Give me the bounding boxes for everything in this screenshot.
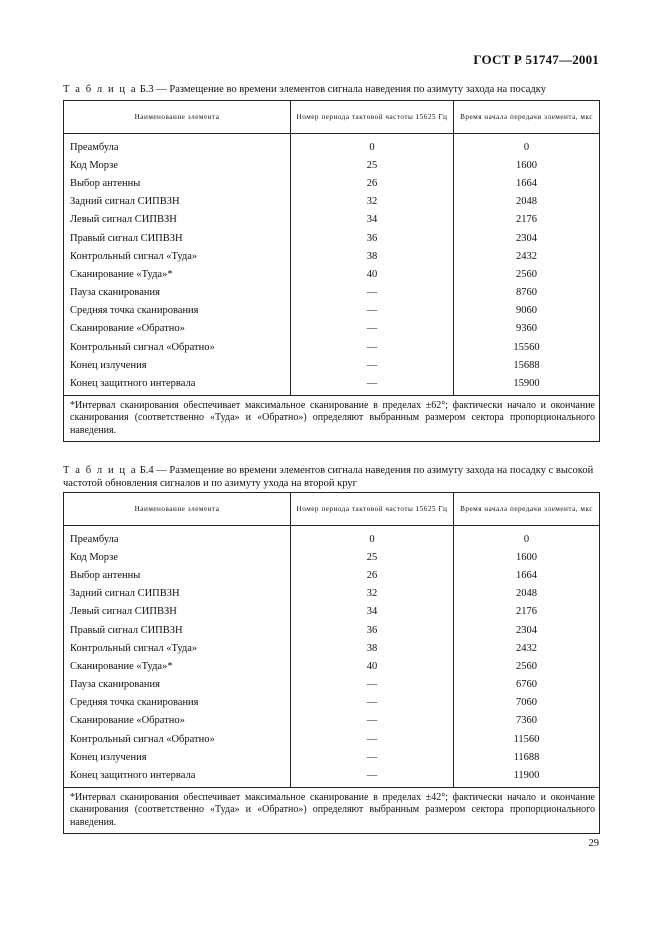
- start-time-cell: 1664: [454, 174, 600, 192]
- table-b3-col-element-name: Наименование элемента: [64, 101, 291, 134]
- table-row: [64, 621, 600, 639]
- start-time-cell: 6760: [454, 676, 600, 694]
- table-b3-note: *Интервал сканирования обеспечивает максимальное сканирование в пределах ±62°; фактически начало и окончание сканирования (соответственно «Туда» и «Обратно») определяют выбранным размером сектора пропорционального наведения.: [64, 395, 600, 442]
- table-b4-note-row: [64, 787, 600, 834]
- period-number-cell: 0: [291, 526, 454, 549]
- element-name-cell: Контрольный сигнал «Обратно»: [64, 730, 291, 748]
- start-time-cell: 2304: [454, 621, 600, 639]
- table-row: [64, 694, 600, 712]
- element-name-cell: Сканирование «Обратно»: [64, 712, 291, 730]
- start-time-cell: 15688: [454, 356, 600, 374]
- start-time-cell: 2560: [454, 265, 600, 283]
- period-number-cell: 25: [291, 548, 454, 566]
- table-row: [64, 374, 600, 395]
- table-row: [64, 247, 600, 265]
- start-time-cell: 2304: [454, 229, 600, 247]
- period-number-cell: 26: [291, 566, 454, 584]
- table-row: [64, 265, 600, 283]
- table-row: [64, 585, 600, 603]
- period-number-cell: —: [291, 284, 454, 302]
- element-name-cell: Конец излучения: [64, 356, 291, 374]
- period-number-cell: 0: [291, 134, 454, 157]
- table-b4-note: *Интервал сканирования обеспечивает максимальное сканирование в пределах ±42°; фактически начало и окончание сканирования (соответственно «Туда» и «Обратно») определяют выбранным размером сектора пропорционального наведения.: [64, 787, 600, 834]
- table-row: [64, 156, 600, 174]
- start-time-cell: 1664: [454, 566, 600, 584]
- table-b4: [63, 492, 600, 834]
- table-b3-note-row: [64, 395, 600, 442]
- table-row: [64, 338, 600, 356]
- period-number-cell: 40: [291, 265, 454, 283]
- period-number-cell: —: [291, 712, 454, 730]
- element-name-cell: Преамбула: [64, 526, 291, 549]
- period-number-cell: 40: [291, 657, 454, 675]
- table-b3: [63, 100, 600, 442]
- table-row: [64, 766, 600, 787]
- period-number-cell: —: [291, 356, 454, 374]
- element-name-cell: Сканирование «Туда»*: [64, 657, 291, 675]
- start-time-cell: 8760: [454, 284, 600, 302]
- element-name-cell: Левый сигнал СИПВЗН: [64, 603, 291, 621]
- element-name-cell: Правый сигнал СИПВЗН: [64, 229, 291, 247]
- table-row: [64, 134, 600, 157]
- table-row: [64, 284, 600, 302]
- period-number-cell: 38: [291, 639, 454, 657]
- table-row: [64, 603, 600, 621]
- element-name-cell: Задний сигнал СИПВЗН: [64, 585, 291, 603]
- start-time-cell: 2176: [454, 603, 600, 621]
- element-name-cell: Средняя точка сканирования: [64, 302, 291, 320]
- period-number-cell: 32: [291, 585, 454, 603]
- period-number-cell: —: [291, 766, 454, 787]
- table-row: [64, 548, 600, 566]
- period-number-cell: —: [291, 676, 454, 694]
- period-number-cell: —: [291, 374, 454, 395]
- element-name-cell: Выбор антенны: [64, 174, 291, 192]
- start-time-cell: 2560: [454, 657, 600, 675]
- period-number-cell: 34: [291, 603, 454, 621]
- period-number-cell: 25: [291, 156, 454, 174]
- table-b3-col-period-number: Номер периода тактовой частоты 15625 Гц: [291, 101, 454, 134]
- period-number-cell: 34: [291, 211, 454, 229]
- start-time-cell: 11688: [454, 748, 600, 766]
- table-row: [64, 229, 600, 247]
- start-time-cell: 2048: [454, 193, 600, 211]
- period-number-cell: —: [291, 730, 454, 748]
- start-time-cell: 7360: [454, 712, 600, 730]
- start-time-cell: 15900: [454, 374, 600, 395]
- table-b3-header-row: [64, 101, 600, 134]
- table-b3-caption-text: Б.3 — Размещение во времени элементов сигнала наведения по азимуту захода на посадку: [137, 84, 546, 95]
- element-name-cell: Код Морзе: [64, 156, 291, 174]
- table-b3-caption-label: Т а б л и ц а: [63, 84, 138, 95]
- start-time-cell: 0: [454, 134, 600, 157]
- period-number-cell: —: [291, 694, 454, 712]
- table-row: [64, 211, 600, 229]
- element-name-cell: Пауза сканирования: [64, 676, 291, 694]
- start-time-cell: 2432: [454, 639, 600, 657]
- table-row: [64, 730, 600, 748]
- period-number-cell: —: [291, 748, 454, 766]
- start-time-cell: 1600: [454, 548, 600, 566]
- element-name-cell: Сканирование «Туда»*: [64, 265, 291, 283]
- table-row: [64, 748, 600, 766]
- start-time-cell: 15560: [454, 338, 600, 356]
- start-time-cell: 2432: [454, 247, 600, 265]
- element-name-cell: Преамбула: [64, 134, 291, 157]
- start-time-cell: 2176: [454, 211, 600, 229]
- table-b3-body: [64, 134, 600, 396]
- start-time-cell: 1600: [454, 156, 600, 174]
- element-name-cell: Правый сигнал СИПВЗН: [64, 621, 291, 639]
- start-time-cell: 9060: [454, 302, 600, 320]
- table-row: [64, 712, 600, 730]
- table-row: [64, 657, 600, 675]
- element-name-cell: Пауза сканирования: [64, 284, 291, 302]
- start-time-cell: 9360: [454, 320, 600, 338]
- table-row: [64, 566, 600, 584]
- table-b4-caption-text: Б.4 — Размещение во времени элементов сигнала наведения по азимуту захода на посадку с высокой частотой обновления сигналов и по азимуту ухода на второй круг: [63, 465, 594, 489]
- table-b4-col-period-number: Номер периода тактовой частоты 15625 Гц: [291, 493, 454, 526]
- period-number-cell: 32: [291, 193, 454, 211]
- table-b4-col-element-name: Наименование элемента: [64, 493, 291, 526]
- document-header: ГОСТ Р 51747—2001: [473, 52, 599, 67]
- table-b4-body: [64, 526, 600, 788]
- element-name-cell: Контрольный сигнал «Туда»: [64, 639, 291, 657]
- element-name-cell: Конец защитного интервала: [64, 374, 291, 395]
- period-number-cell: 36: [291, 621, 454, 639]
- table-b4-caption: [63, 464, 600, 490]
- table-b4-caption-label: Т а б л и ц а: [63, 465, 138, 476]
- element-name-cell: Выбор антенны: [64, 566, 291, 584]
- period-number-cell: 38: [291, 247, 454, 265]
- table-row: [64, 526, 600, 549]
- start-time-cell: 2048: [454, 585, 600, 603]
- element-name-cell: Контрольный сигнал «Туда»: [64, 247, 291, 265]
- start-time-cell: 11560: [454, 730, 600, 748]
- table-row: [64, 676, 600, 694]
- table-b4-col-start-time: Время начала передачи элемента, мкс: [454, 493, 600, 526]
- period-number-cell: 26: [291, 174, 454, 192]
- table-row: [64, 174, 600, 192]
- period-number-cell: 36: [291, 229, 454, 247]
- period-number-cell: —: [291, 320, 454, 338]
- element-name-cell: Средняя точка сканирования: [64, 694, 291, 712]
- table-row: [64, 302, 600, 320]
- table-b3-caption: [63, 83, 600, 96]
- start-time-cell: 0: [454, 526, 600, 549]
- table-b3-col-start-time: Время начала передачи элемента, мкс: [454, 101, 600, 134]
- element-name-cell: Код Морзе: [64, 548, 291, 566]
- table-row: [64, 639, 600, 657]
- element-name-cell: Задний сигнал СИПВЗН: [64, 193, 291, 211]
- table-row: [64, 320, 600, 338]
- element-name-cell: Контрольный сигнал «Обратно»: [64, 338, 291, 356]
- start-time-cell: 7060: [454, 694, 600, 712]
- table-row: [64, 193, 600, 211]
- table-b4-header-row: [64, 493, 600, 526]
- period-number-cell: —: [291, 302, 454, 320]
- start-time-cell: 11900: [454, 766, 600, 787]
- period-number-cell: —: [291, 338, 454, 356]
- page-number: 29: [588, 838, 599, 849]
- element-name-cell: Конец излучения: [64, 748, 291, 766]
- table-row: [64, 356, 600, 374]
- element-name-cell: Сканирование «Обратно»: [64, 320, 291, 338]
- element-name-cell: Левый сигнал СИПВЗН: [64, 211, 291, 229]
- element-name-cell: Конец защитного интервала: [64, 766, 291, 787]
